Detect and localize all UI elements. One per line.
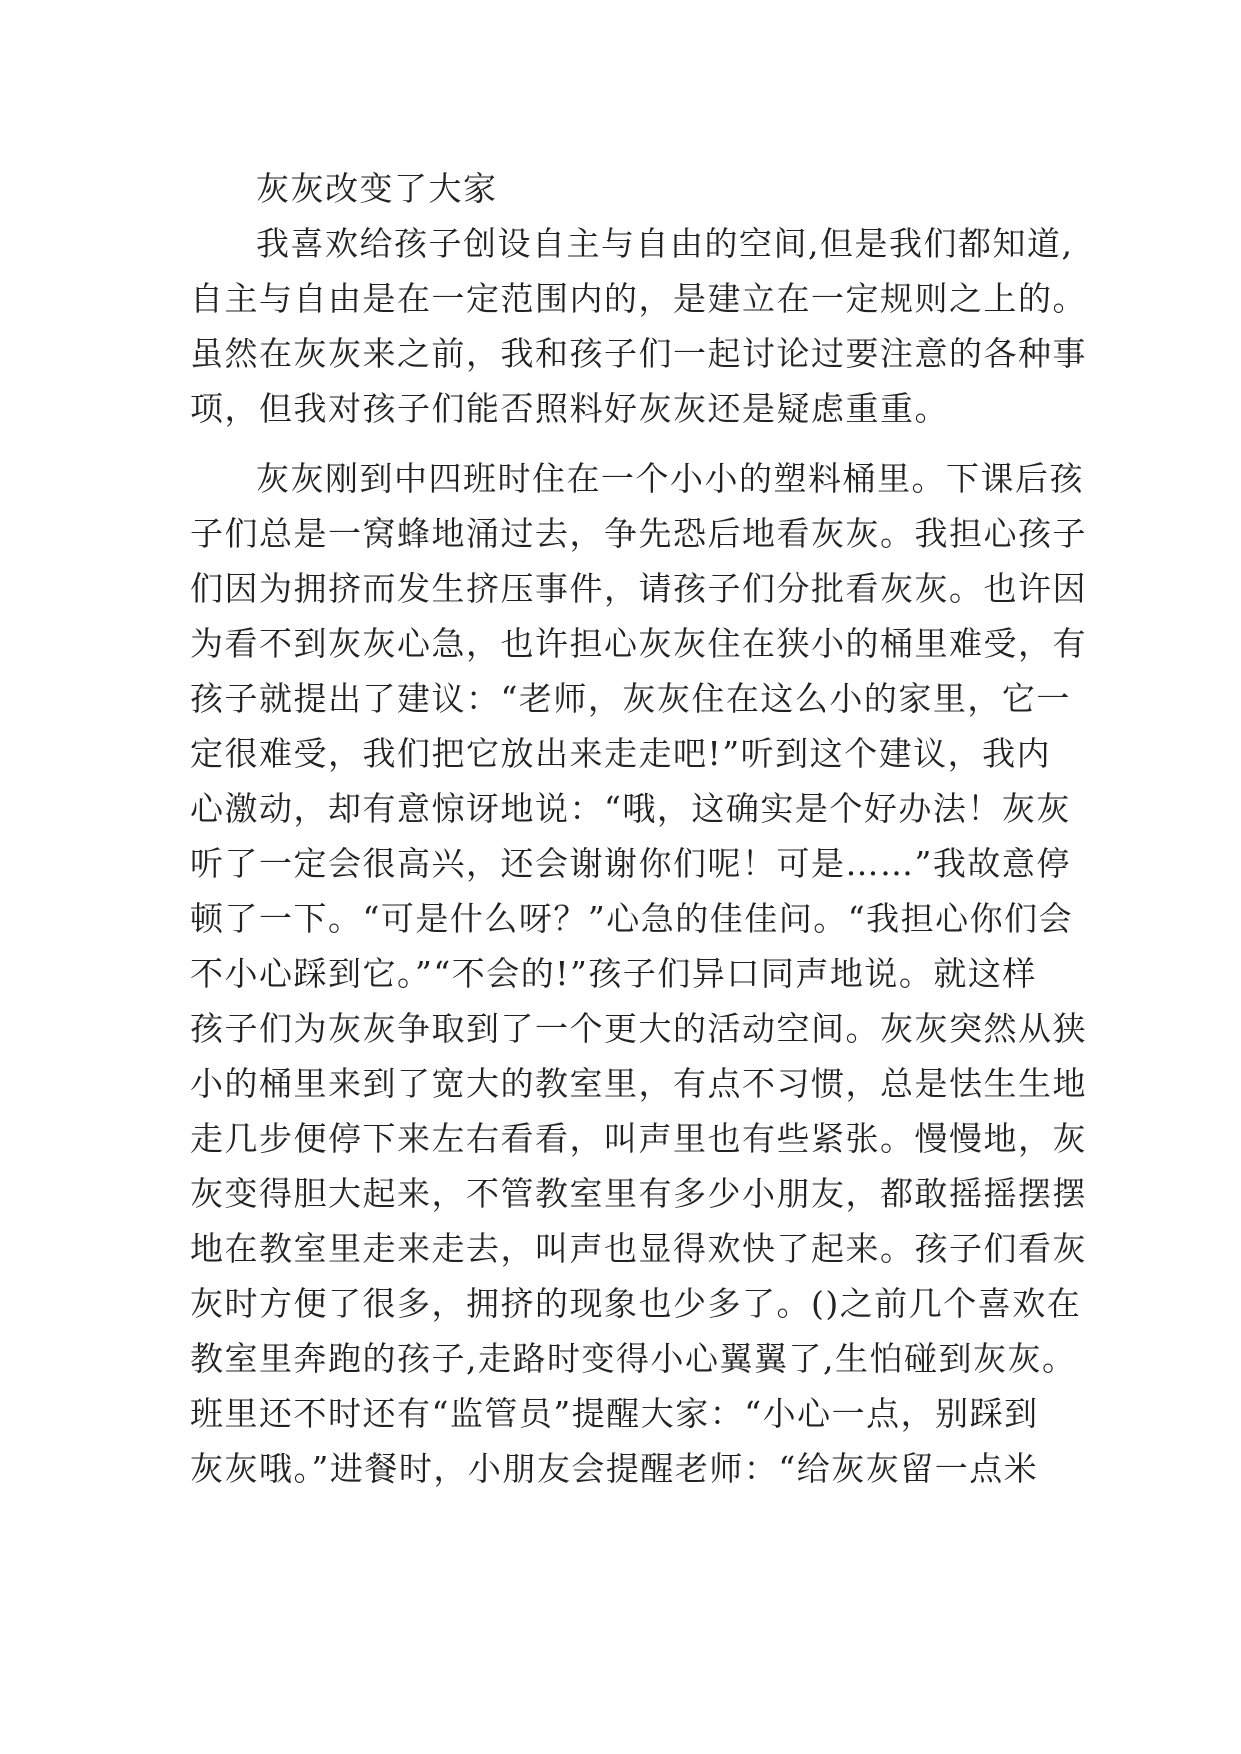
paragraph-line: 虽然在灰灰来之前，我和孩子们一起讨论过要注意的各种事 [190, 334, 1087, 373]
paragraph-line: 不小心踩到它。”“不会的!”孩子们异口同声地说。就这样 [190, 954, 1037, 993]
paragraph-line: 孩子们为灰灰争取到了一个更大的活动空间。灰灰突然从狭 [190, 1009, 1087, 1048]
paragraph-line: 自主与自由是在一定范围内的，是建立在一定规则之上的。 [190, 279, 1087, 318]
paragraph-line: 教室里奔跑的孩子,走路时变得小心翼翼了,生怕碰到灰灰。 [190, 1339, 1077, 1378]
paragraph-line: 子们总是一窝蜂地涌过去，争先恐后地看灰灰。我担心孩子 [190, 514, 1087, 553]
paragraph-line: 小的桶里来到了宽大的教室里，有点不习惯，总是怯生生地 [190, 1064, 1087, 1103]
paragraph-line: 灰时方便了很多，拥挤的现象也少多了。()之前几个喜欢在 [190, 1284, 1082, 1323]
paragraph-line: 地在教室里走来走去，叫声也显得欢快了起来。孩子们看灰 [190, 1229, 1087, 1268]
paragraph-line: 灰灰刚到中四班时住在一个小小的塑料桶里。下课后孩 [256, 459, 1084, 498]
paragraph-line: 定很难受，我们把它放出来走走吧!”听到这个建议，我内 [190, 734, 1052, 773]
paragraph-line: 们因为拥挤而发生挤压事件，请孩子们分批看灰灰。也许因 [190, 569, 1087, 608]
paragraph-line: 班里还不时还有“监管员”提醒大家：“小心一点，别踩到 [190, 1394, 1039, 1433]
paragraph-line: 顿了一下。“可是什么呀？”心急的佳佳问。“我担心你们会 [190, 899, 1074, 938]
paragraph-line: 我喜欢给孩子创设自主与自由的空间,但是我们都知道, [256, 224, 1074, 263]
paragraph-line: 为看不到灰灰心急，也许担心灰灰住在狭小的桶里难受，有 [190, 624, 1087, 663]
paragraph-line: 项，但我对孩子们能否照料好灰灰还是疑虑重重。 [190, 389, 949, 428]
paragraph-line: 孩子就提出了建议：“老师，灰灰住在这么小的家里，它一 [190, 679, 1071, 718]
paragraph-line: 听了一定会很高兴，还会谢谢你们呢！可是……”我故意停 [190, 844, 1071, 883]
paragraph-line: 心激动，却有意惊讶地说：“哦，这确实是个好办法！灰灰 [190, 789, 1071, 828]
document-title: 灰灰改变了大家 [256, 169, 498, 208]
paragraph-line: 走几步便停下来左右看看，叫声里也有些紧张。慢慢地，灰 [190, 1119, 1087, 1158]
paragraph-line: 灰变得胆大起来，不管教室里有多少小朋友，都敢摇摇摆摆 [190, 1174, 1087, 1213]
paragraph-line: 灰灰哦。”进餐时，小朋友会提醒老师：“给灰灰留一点米 [190, 1449, 1039, 1488]
